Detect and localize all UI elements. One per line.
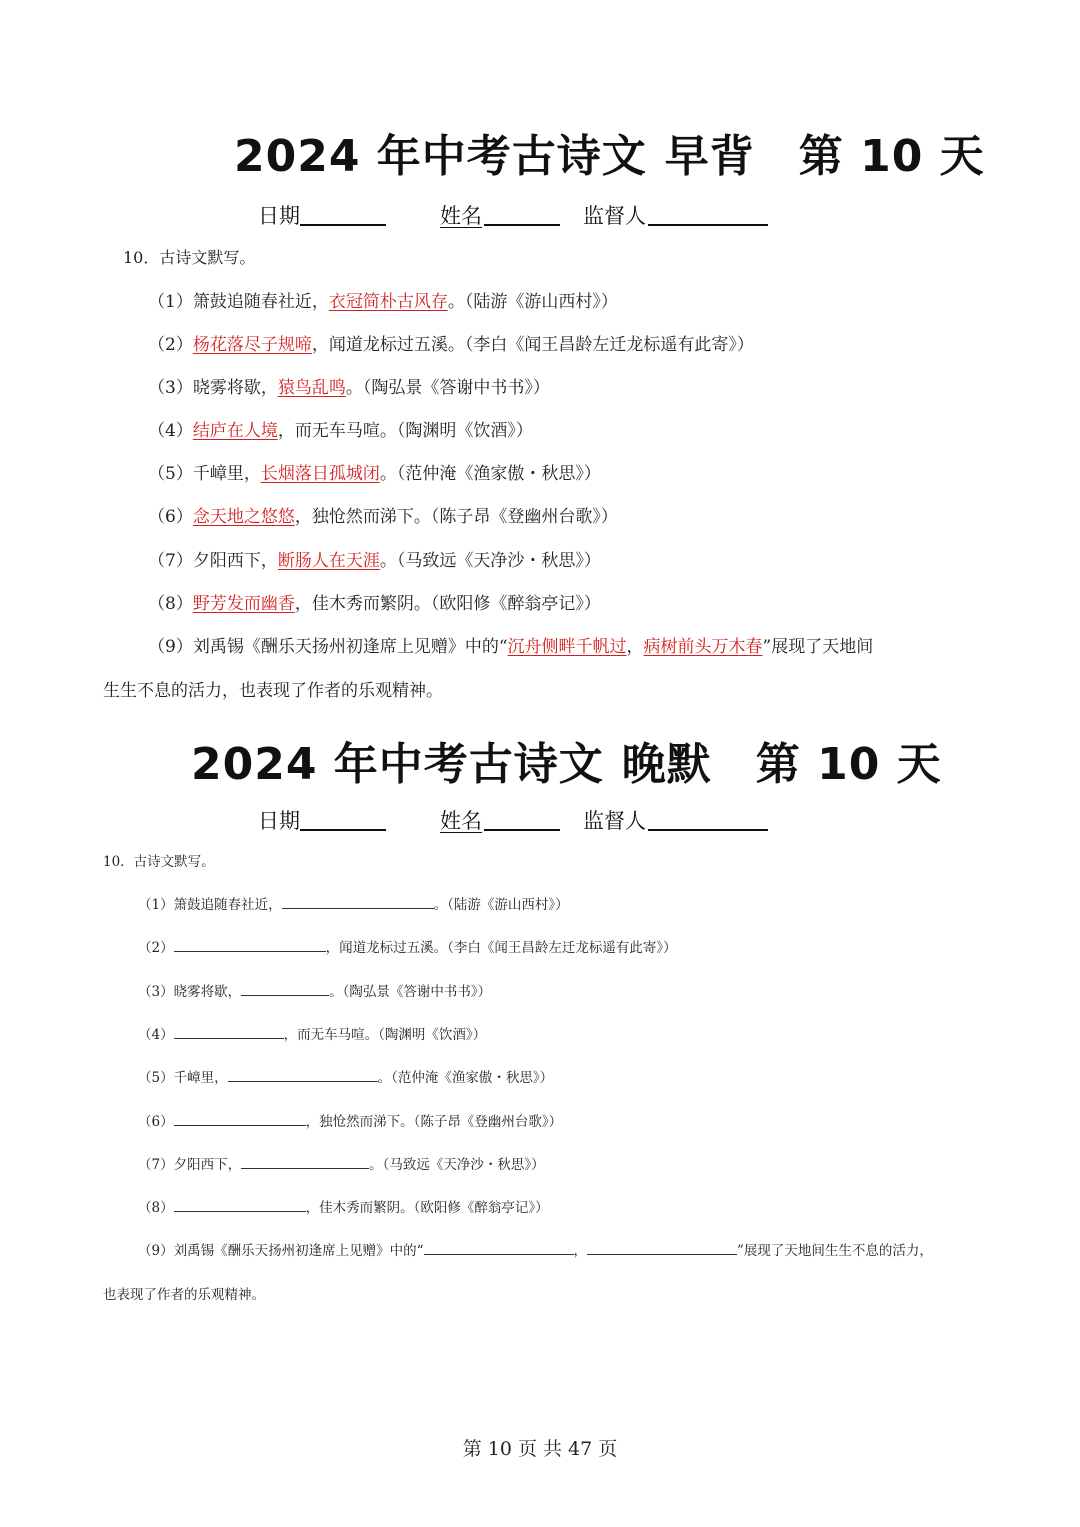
answer-blank[interactable] — [174, 1199, 306, 1212]
sheet2-item-1 — [138, 893, 569, 913]
item-number: （4） — [138, 1027, 174, 1043]
item-suffix: 。（范仲淹《渔家傲・秋思》） — [377, 1070, 554, 1086]
name-label: 姓名 — [440, 809, 482, 833]
sheet1-item-5 — [148, 459, 601, 484]
date-blank[interactable] — [300, 829, 386, 831]
item-number: （6） — [138, 1114, 174, 1130]
item-prefix: 刘禹锡《酬乐天扬州初逢席上见赠》中的“ — [173, 1243, 424, 1259]
sheet1-item-1 — [148, 287, 618, 312]
item-suffix: 。（陆游《游山西村》） — [447, 292, 618, 312]
sheet2-item-5 — [138, 1066, 553, 1086]
item-answer: 衣冠简朴古风存 — [328, 292, 448, 312]
supervisor-blank[interactable] — [648, 224, 768, 226]
item-number: （7） — [138, 1157, 174, 1173]
item-number: （4） — [148, 421, 193, 441]
item-number: （7） — [148, 551, 193, 571]
sheet1-title-mode: 早背 — [664, 131, 755, 182]
item-answer: 念天地之悠悠 — [192, 507, 295, 527]
answer-blank[interactable] — [174, 1026, 284, 1039]
sheet2-title-day: 第 10 天 — [755, 739, 942, 790]
answer-blank[interactable] — [282, 896, 434, 909]
item-number: （9） — [148, 637, 193, 657]
item-prefix: 晓雾将歇， — [192, 378, 278, 398]
item-number: （8） — [148, 594, 193, 614]
answer-blank[interactable] — [241, 983, 329, 996]
item-prefix: 千嶂里， — [192, 464, 261, 484]
sheet1-item-9-continued: 生生不息的活力，也表现了作者的乐观精神。 — [103, 681, 443, 701]
item-number: （1） — [148, 292, 193, 312]
item-comma: ， — [573, 1243, 587, 1259]
item-suffix: ”展现了天地间生生不息的活力， — [737, 1243, 933, 1259]
item-prefix: 晓雾将歇， — [173, 984, 242, 1000]
sheet2-item-4 — [138, 1023, 486, 1043]
item-answer-2: 病树前头万木春 — [643, 637, 763, 657]
answer-blank[interactable] — [241, 1156, 369, 1169]
sheet1-item-8 — [148, 589, 601, 614]
answer-blank-2[interactable] — [587, 1242, 737, 1255]
sheet1-item-6 — [148, 502, 618, 527]
sheet1-item-7 — [148, 546, 601, 571]
name-label: 姓名 — [440, 204, 482, 228]
item-suffix: ，闻道龙标过五溪。（李白《闻王昌龄左迁龙标遥有此寄》） — [311, 335, 754, 355]
sheet1-title-main: 2024 年中考古诗文 — [234, 131, 647, 182]
date-label: 日期 — [258, 809, 300, 833]
item-number: （5） — [148, 464, 193, 484]
sheet2-item-9-continued: 也表现了作者的乐观精神。 — [103, 1287, 265, 1303]
sheet2-meta-row — [258, 805, 778, 835]
item-suffix: 。（陶弘景《答谢中书书》） — [329, 984, 492, 1000]
item-prefix: 夕阳西下， — [192, 551, 278, 571]
item-suffix: ，闻道龙标过五溪。（李白《闻王昌龄左迁龙标遥有此寄》） — [325, 940, 677, 956]
item-prefix: 夕阳西下， — [173, 1157, 242, 1173]
item-suffix: ”展现了天地间 — [762, 637, 874, 657]
item-suffix: 。（范仲淹《渔家傲・秋思》） — [379, 464, 601, 484]
item-suffix: 。（马致远《天净沙・秋思》） — [379, 551, 601, 571]
sheet2-item-3 — [138, 980, 491, 1000]
item-number: （8） — [138, 1200, 174, 1216]
item-answer: 猿鸟乱鸣 — [277, 378, 346, 398]
sheet1-item-4 — [148, 416, 533, 441]
item-answer: 断肠人在天涯 — [277, 551, 380, 571]
item-prefix: 箫鼓追随春社近， — [192, 292, 329, 312]
sheet1-title — [234, 120, 985, 184]
supervisor-label: 监督人 — [583, 204, 646, 228]
supervisor-label: 监督人 — [583, 809, 646, 833]
answer-blank-1[interactable] — [424, 1242, 574, 1255]
sheet1-item-9 — [148, 632, 873, 657]
item-suffix: ，佳木秀而繁阴。（欧阳修《醉翁亭记》） — [294, 594, 601, 614]
item-number: （6） — [148, 507, 193, 527]
item-number: （1） — [138, 897, 174, 913]
item-suffix: ，独怆然而涕下。（陈子昂《登幽州台歌》） — [305, 1114, 563, 1130]
item-number: （3） — [148, 378, 193, 398]
sheet2-section-label: 10．古诗文默写。 — [103, 854, 215, 870]
sheet1-item-3 — [148, 373, 550, 398]
sheet2-item-7 — [138, 1153, 545, 1173]
sheet1-item-2 — [148, 330, 754, 355]
answer-blank[interactable] — [174, 1113, 306, 1126]
item-number: （2） — [148, 335, 193, 355]
item-suffix: 。（陶弘景《答谢中书书》） — [345, 378, 550, 398]
sheet2-item-9 — [138, 1239, 933, 1259]
item-number: （5） — [138, 1070, 174, 1086]
supervisor-blank[interactable] — [648, 829, 768, 831]
item-answer-1: 沉舟侧畔千帆过 — [507, 637, 627, 657]
sheet2-title-main: 2024 年中考古诗文 — [191, 739, 604, 790]
sheet2-title — [191, 728, 942, 792]
item-suffix: 。（陆游《游山西村》） — [433, 897, 569, 913]
item-suffix: 。（马致远《天净沙・秋思》） — [369, 1157, 545, 1173]
name-blank[interactable] — [484, 829, 560, 831]
item-number: （2） — [138, 940, 174, 956]
item-suffix: ，佳木秀而繁阴。（欧阳修《醉翁亭记》） — [305, 1200, 549, 1216]
sheet1-section-label: 10．古诗文默写。 — [123, 248, 256, 267]
sheet2-item-2 — [138, 936, 677, 956]
item-prefix: 千嶂里， — [173, 1070, 228, 1086]
sheet2-item-8 — [138, 1196, 549, 1216]
item-number: （9） — [138, 1243, 174, 1259]
answer-blank[interactable] — [228, 1069, 378, 1082]
date-label: 日期 — [258, 204, 300, 228]
item-comma: ， — [626, 637, 644, 657]
sheet1-meta-row — [258, 200, 778, 230]
page-footer: 第 10 页 共 47 页 — [462, 1438, 618, 1460]
item-suffix: ，而无车马喧。（陶渊明《饮酒》） — [283, 1027, 487, 1043]
sheet2-item-6 — [138, 1110, 562, 1130]
item-suffix: ，独怆然而涕下。（陈子昂《登幽州台歌》） — [294, 507, 618, 527]
item-prefix: 箫鼓追随春社近， — [173, 897, 282, 913]
answer-blank[interactable] — [174, 939, 326, 952]
item-number: （3） — [138, 984, 174, 1000]
item-answer: 野芳发而幽香 — [192, 594, 295, 614]
sheet2-title-mode: 晚默 — [621, 739, 712, 790]
date-blank[interactable] — [300, 224, 386, 226]
item-answer: 结庐在人境 — [192, 421, 278, 441]
sheet1-title-day: 第 10 天 — [798, 131, 985, 182]
item-answer: 杨花落尽子规啼 — [192, 335, 312, 355]
item-suffix: ，而无车马喧。（陶渊明《饮酒》） — [277, 421, 533, 441]
item-prefix: 刘禹锡《酬乐天扬州初逢席上见赠》中的“ — [192, 637, 508, 657]
item-answer: 长烟落日孤城闭 — [260, 464, 380, 484]
name-blank[interactable] — [484, 224, 560, 226]
